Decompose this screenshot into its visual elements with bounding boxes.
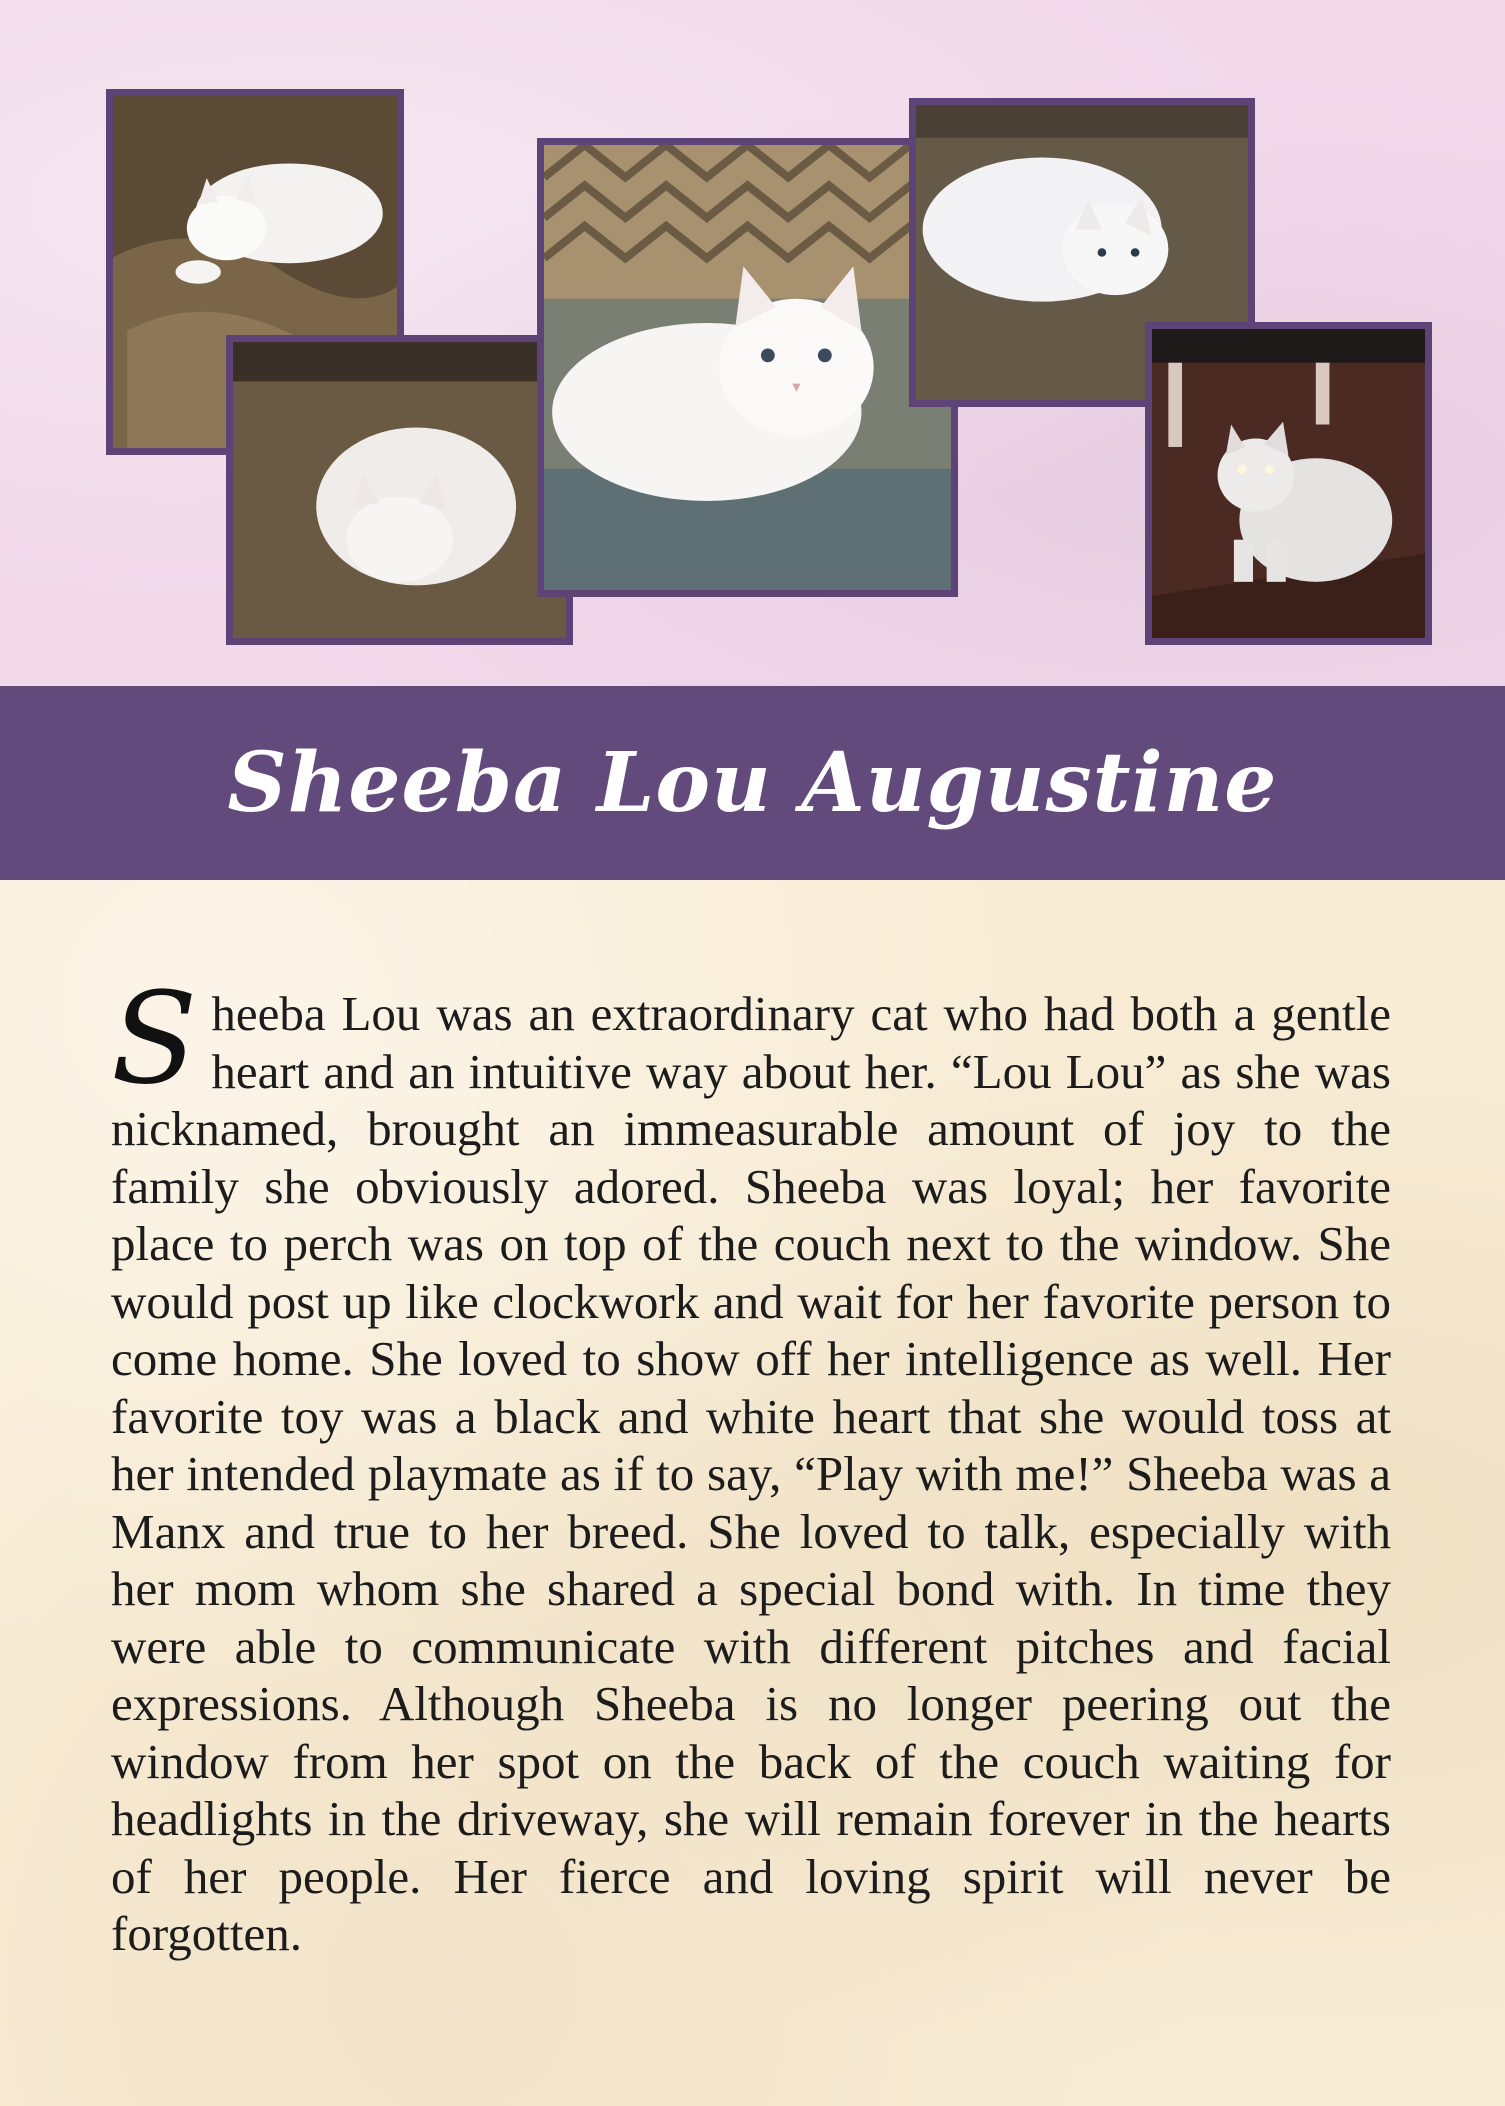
story-text — [111, 965, 1391, 1963]
cat-photo-main — [537, 138, 958, 597]
cat-photo-sitting-tile — [1145, 322, 1432, 645]
cat-photo-loaf — [226, 335, 573, 645]
drop-cap: S — [111, 965, 198, 1112]
page-title: Sheeba Lou Augustine — [227, 735, 1278, 831]
title-banner — [0, 686, 1505, 880]
story-body: heeba Lou was an extraordinary cat who had both a gentle heart and an intuitive way about her. “Lou Lou” as she was nicknamed, brought an immeasurable amount of joy to the family she obviously adored. Sheeba was loyal; her favorite place to perch was on top of the couch next to the window. She would post up like clockwork and wait for her favorite person to come home. She loved to show off her intelligence as well. Her favorite toy was a black and white heart that she would toss at her intended playmate as if to say, “Play with me!” Sheeba was a Manx and true to her breed. She loved to talk, especially with her mom whom she shared a special bond with. In time they were able to communicate with different pitches and facial expressions. Although Sheeba is no longer peering out the window from her spot on the back of the couch waiting for headlights in the driveway, she will remain forever in the hearts of her people. Her fierce and loving spirit will never be forgotten. — [111, 986, 1391, 1961]
